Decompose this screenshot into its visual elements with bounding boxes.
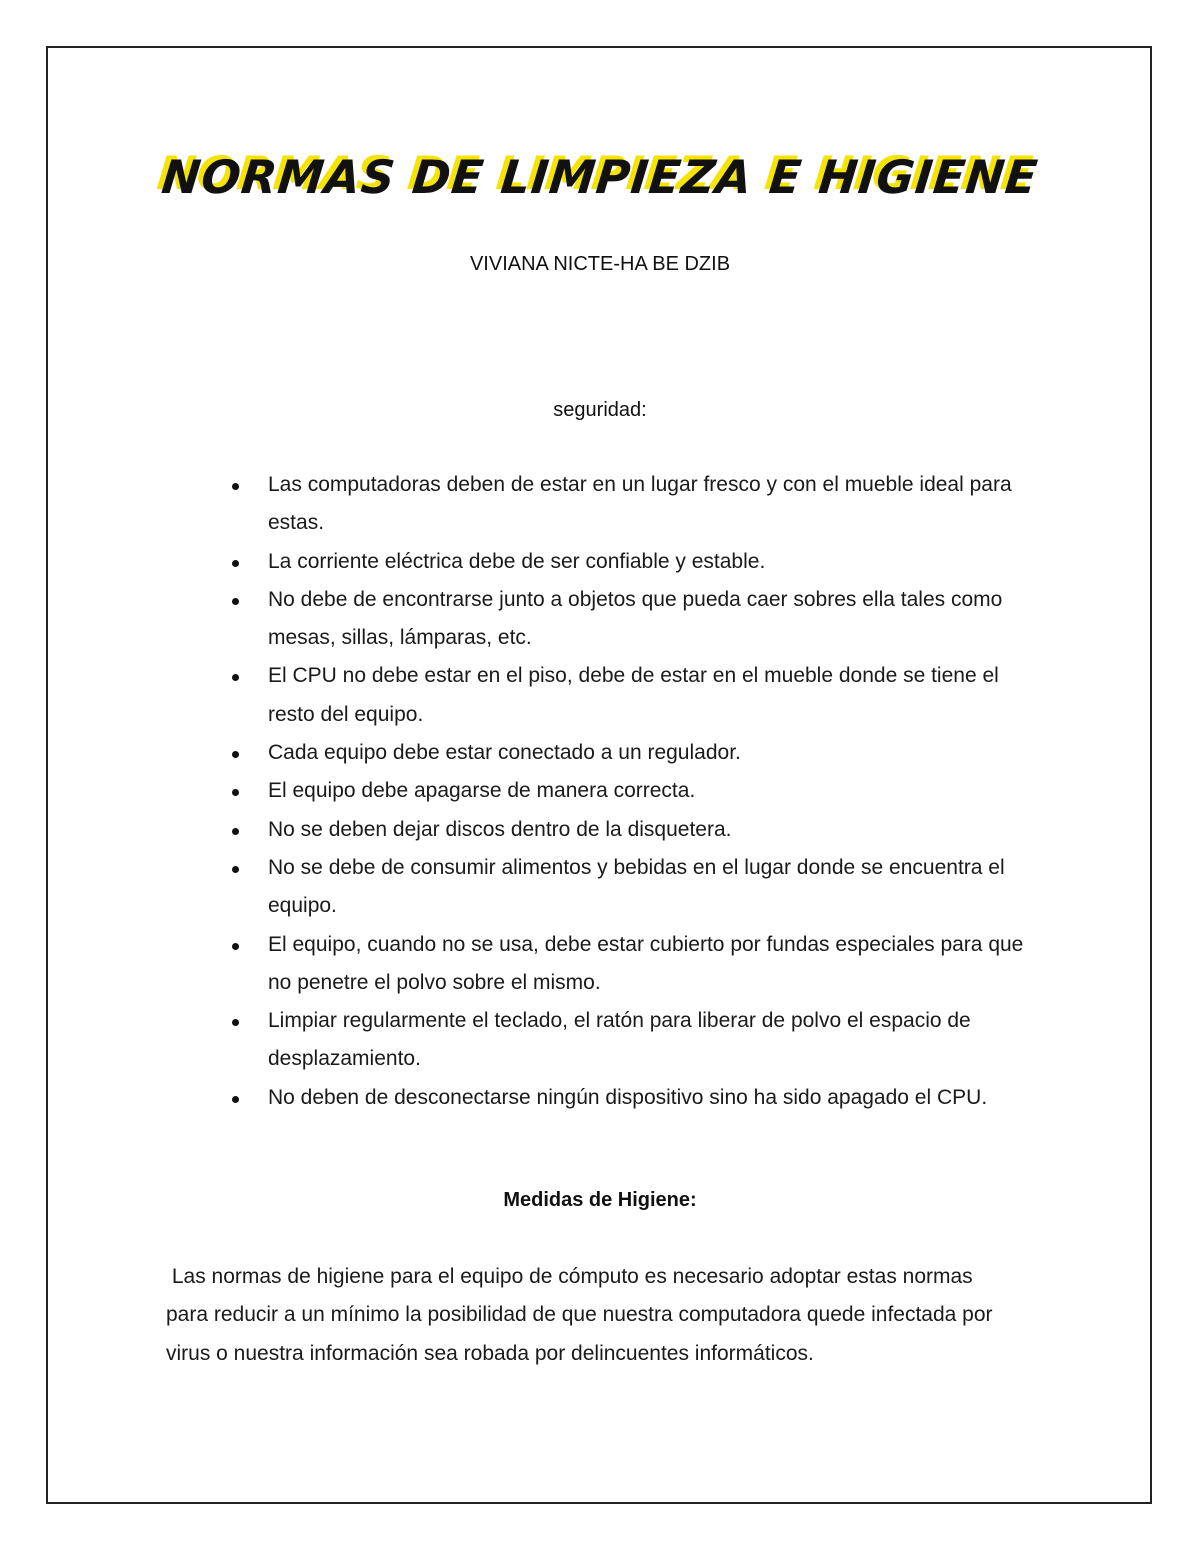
bullet-icon <box>232 1019 239 1026</box>
list-item-text: No debe de encontrarse junto a objetos que pueda caer sobres ella tales como mesas, sillas, lámparas, etc. <box>268 587 1003 650</box>
list-item-text: No se deben dejar discos dentro de la disquetera. <box>268 817 732 841</box>
list-item <box>228 1002 1028 1079</box>
list-item <box>228 849 1028 926</box>
hygiene-paragraph: Las normas de higiene para el equipo de cómputo es necesario adoptar estas normas para reducir a un mínimo la posibilidad de que nuestra computadora quede infectada por virus o nuestra información sea robada por delincuentes informáticos. <box>166 1265 999 1365</box>
list-item <box>228 466 1028 543</box>
list-item-text: Limpiar regularmente el teclado, el ratón para liberar de polvo el espacio de desplazamiento. <box>268 1009 971 1071</box>
safety-rules-list <box>228 466 1028 1117</box>
list-item <box>228 581 1028 658</box>
list-item-text: El equipo debe apagarse de manera correcta. <box>268 779 696 803</box>
bullet-icon <box>232 866 239 873</box>
list-item-text: El equipo, cuando no se usa, debe estar cubierto por fundas especiales para que no penetre el polvo sobre el mismo. <box>268 932 1024 994</box>
bullet-icon <box>232 943 239 950</box>
list-item-text: La corriente eléctrica debe de ser confiable y estable. <box>268 549 766 573</box>
bullet-icon <box>232 789 239 796</box>
bullet-icon <box>232 751 239 758</box>
list-item-text: El CPU no debe estar en el piso, debe de estar en el mueble donde se tiene el resto del equipo. <box>268 664 999 726</box>
list-item <box>228 811 1028 849</box>
hygiene-heading: Medidas de Higiene: <box>503 1189 697 1211</box>
bullet-icon <box>232 560 239 567</box>
list-item-text: Cada equipo debe estar conectado a un regulador. <box>268 741 741 765</box>
list-item-text: No deben de desconectarse ningún dispositivo sino ha sido apagado el CPU. <box>268 1085 988 1109</box>
bullet-icon <box>232 1096 239 1103</box>
bullet-icon <box>232 483 239 490</box>
bullet-icon <box>232 828 239 835</box>
author-name: VIVIANA NICTE-HA BE DZIB <box>469 253 731 275</box>
list-item <box>228 734 1028 772</box>
section-label-seguridad: seguridad: <box>553 399 647 421</box>
bullet-icon <box>232 674 239 681</box>
list-item-text: No se debe de consumir alimentos y bebidas en el lugar donde se encuentra el equipo. <box>268 855 1005 918</box>
document-title: NORMAS DE LIMPIEZA E HIGIENE <box>159 150 1041 204</box>
list-item <box>228 543 1028 581</box>
list-item <box>228 926 1028 1003</box>
list-item <box>228 657 1028 734</box>
bullet-icon <box>232 598 239 605</box>
list-item <box>228 772 1028 810</box>
title-block <box>0 150 1200 204</box>
list-item <box>228 1079 1028 1117</box>
list-item-text: Las computadoras deben de estar en un lugar fresco y con el mueble ideal para estas. <box>268 473 1012 535</box>
